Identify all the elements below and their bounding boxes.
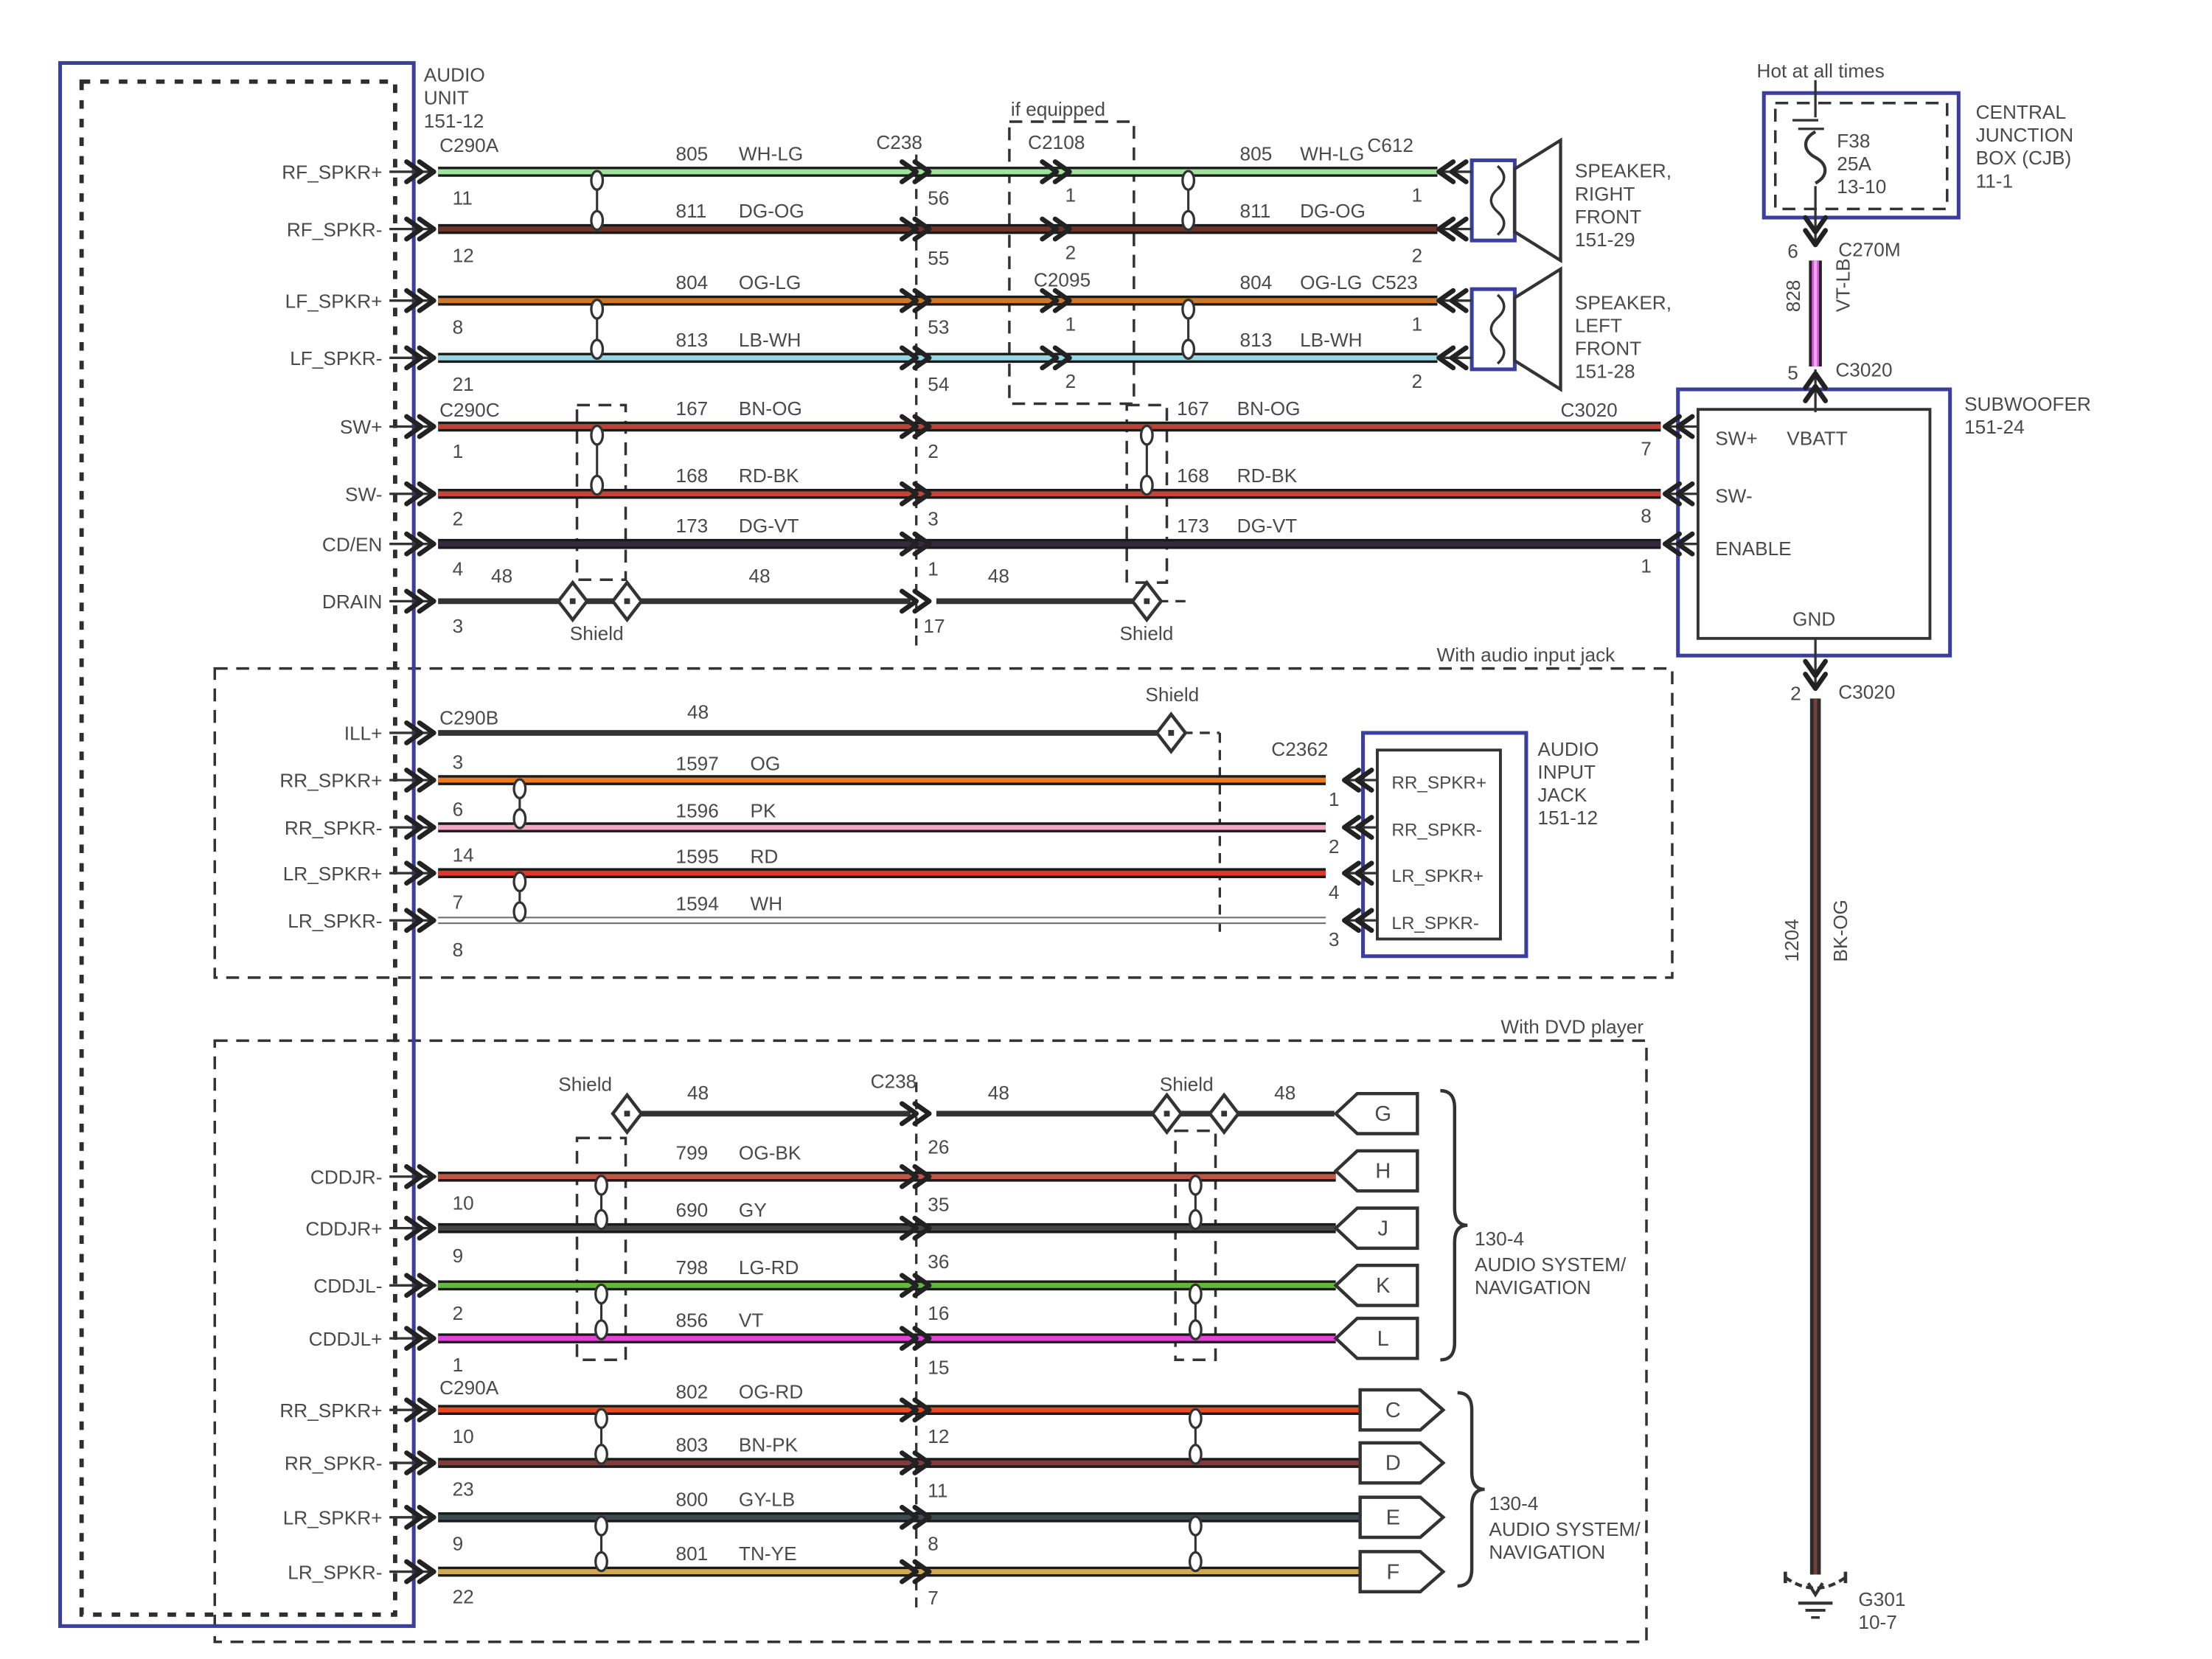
label-1: 1 [1411,313,1423,335]
label-shield: Shield [569,622,624,644]
label-7: 7 [452,891,464,914]
label-798: 798 [675,1256,709,1279]
speaker-coil-icon [1491,295,1503,364]
label-shield: Shield [558,1073,613,1096]
label-sw-: SW- [344,483,383,506]
label-48: 48 [687,1081,709,1104]
twisted-pair-loop-icon [591,340,603,358]
label-4: 4 [1328,881,1340,904]
label-ill+: ILL+ [344,722,383,745]
label-1: 1 [928,557,939,580]
label-10: 10 [452,1425,474,1447]
label-690: 690 [675,1199,709,1222]
label-3: 3 [928,507,939,530]
label-12: 12 [452,244,474,267]
label-bn-pk: BN-PK [738,1433,799,1456]
label-167: 167 [675,397,709,420]
label-804: 804 [675,271,709,294]
pin-terminal-label-D: D [1385,1451,1401,1475]
twisted-pair-loop-icon [596,1409,608,1427]
label-25a: 25A [1837,153,1871,175]
label-shield: Shield [1145,684,1200,706]
label-g301: G301 [1858,1588,1906,1611]
label-c290b: C290B [439,706,499,729]
label-1595: 1595 [675,845,719,868]
label-og-lg: OG-LG [738,271,801,294]
label-8: 8 [1641,504,1652,527]
twisted-pair-loop-icon [596,1284,608,1303]
label-54: 54 [928,372,950,395]
label-10: 10 [452,1192,474,1214]
label-lr-spkr-: LR_SPKR- [1391,913,1480,933]
label-lg-rd: LG-RD [738,1256,799,1279]
label-audio-system-: AUDIO SYSTEM/ [1489,1518,1641,1541]
label-801: 801 [675,1543,709,1565]
label-og-rd: OG-RD [738,1380,804,1403]
label-right: RIGHT [1574,182,1635,205]
label-drain: DRAIN [321,591,383,613]
label-48: 48 [748,565,771,588]
label-lr-spkr-: LR_SPKR- [288,1561,383,1584]
label-11: 11 [452,187,473,209]
label-10-7: 10-7 [1858,1611,1897,1634]
twisted-pair-loop-icon [1190,1409,1202,1427]
label-56: 56 [928,187,950,209]
twisted-pair-loop-icon [591,211,603,229]
label-hot-at-all-times: Hot at all times [1756,59,1885,82]
label-junction: JUNCTION [1975,124,2074,147]
label-rr-spkr-: RR_SPKR- [284,816,383,839]
label-rd-bk: RD-BK [738,465,799,487]
label-48: 48 [1274,1081,1296,1104]
label-tn-ye: TN-YE [738,1543,797,1565]
label-21: 21 [452,372,474,395]
pin-terminal-J [1336,1208,1418,1248]
label-bn-og: BN-OG [1237,397,1301,420]
label-173: 173 [675,515,709,538]
label-803: 803 [675,1433,709,1456]
label-og-bk: OG-BK [738,1141,801,1164]
speaker-left-frame [1472,289,1514,369]
label-48: 48 [987,1081,1009,1104]
pin-terminal-C [1360,1390,1444,1430]
label-pk: PK [750,799,776,822]
group-brace [1440,1091,1467,1360]
label-48: 48 [491,565,513,588]
label-box-cjb-: BOX (CJB) [1975,147,2072,170]
ground-icon [1808,1583,1822,1595]
label-rf-spkr-: RF_SPKR- [286,218,383,241]
label-wh: WH [750,892,783,915]
twisted-pair-loop-icon [596,1552,608,1571]
label-lb-wh: LB-WH [738,328,801,351]
twisted-pair-loop-icon [514,872,526,891]
label-2: 2 [1328,835,1340,858]
label-2: 2 [452,1301,464,1324]
label-lr-spkr+: LR_SPKR+ [1391,866,1484,886]
label-bn-og: BN-OG [738,397,802,420]
label-1596: 1596 [675,799,719,822]
pin-terminal-label-G: G [1374,1102,1392,1127]
label-c3020: C3020 [1838,681,1896,703]
label-c2108: C2108 [1028,131,1085,153]
label-3: 3 [452,751,464,773]
label-cddjl+: CDDJL+ [308,1327,383,1350]
twisted-pair-loop-icon [1141,426,1153,445]
label-35: 35 [928,1193,950,1216]
label-1: 1 [452,440,464,463]
label-lf-spkr-: LF_SPKR- [290,347,383,370]
label-811: 811 [1239,200,1271,223]
twisted-pair-loop-icon [596,1445,608,1464]
pin-terminal-E [1360,1498,1444,1537]
label-speaker-: SPEAKER, [1574,291,1672,314]
group-brace [1458,1393,1485,1586]
label-151-24: 151-24 [1964,416,2025,439]
ground-icon [1785,1577,1846,1588]
label-2: 2 [1411,370,1423,393]
label-1: 1 [1328,787,1340,810]
label-audio-system-: AUDIO SYSTEM/ [1475,1253,1627,1276]
label-805: 805 [675,142,709,165]
label-151-12: 151-12 [1537,807,1599,830]
label-828: 828 [1781,279,1804,313]
label-with-audio-input-jack: With audio input jack [1436,643,1615,666]
pin-terminal-D [1360,1443,1444,1483]
label-speaker-: SPEAKER, [1574,159,1672,182]
label-c290a: C290A [439,133,499,156]
label-c238: C238 [870,1070,917,1093]
label-800: 800 [675,1488,709,1511]
pin-terminal-label-F: F [1386,1560,1400,1585]
label-48: 48 [687,700,709,723]
twisted-pair-loop-icon [591,171,603,189]
label-167: 167 [1177,397,1209,420]
label-151-12: 151-12 [423,109,484,132]
twisted-pair-loop-icon [596,1321,608,1339]
label-2: 2 [1065,370,1077,393]
label-cddjl-: CDDJL- [313,1275,383,1298]
label-11-1: 11-1 [1975,170,2014,192]
label-17: 17 [923,615,945,638]
twisted-pair-loop-icon [1190,1517,1202,1535]
label-rr-spkr+: RR_SPKR+ [279,1399,383,1422]
twisted-pair-loop-icon [1183,340,1194,358]
twisted-pair-loop-icon [514,779,526,798]
shield-diamond-dot [1168,730,1174,736]
label-802: 802 [675,1380,709,1403]
label-if-equipped: if equipped [1010,98,1106,121]
label-lr-spkr-: LR_SPKR- [288,909,383,932]
label-1: 1 [1641,554,1652,577]
label-rd-bk: RD-BK [1237,465,1298,487]
label-audio: AUDIO [1537,738,1599,761]
twisted-pair-loop-icon [596,1210,608,1228]
label-6: 6 [452,798,464,821]
label-13-10: 13-10 [1837,175,1887,198]
label-1: 1 [1065,184,1077,206]
label-3: 3 [452,615,464,638]
label-vbatt: VBATT [1787,427,1848,450]
label-shield: Shield [1119,622,1174,644]
label-53: 53 [928,316,950,338]
twisted-pair-loop-icon [596,1176,608,1194]
label-rr-spkr-: RR_SPKR- [1391,820,1483,841]
label-cddjr+: CDDJR+ [305,1217,383,1240]
twisted-pair-loop-icon [514,902,526,921]
twisted-pair-loop-icon [514,810,526,828]
shield-diamond-dot [1144,598,1150,604]
label-813: 813 [1239,328,1273,351]
label-wh-lg: WH-LG [738,142,804,165]
label-rr-spkr+: RR_SPKR+ [1391,773,1487,793]
label-left: LEFT [1574,314,1622,337]
label-wh-lg: WH-LG [1300,142,1365,165]
twisted-pair-loop-icon [1183,171,1194,189]
label-1204: 1204 [1780,919,1803,962]
label-c2095: C2095 [1033,268,1091,291]
label-dg-vt: DG-VT [738,515,799,538]
label-811: 811 [675,200,707,223]
label-11: 11 [928,1479,948,1502]
shield-diamond-dot [1221,1110,1227,1116]
pin-terminal-label-L: L [1377,1326,1389,1351]
label-gy-lb: GY-LB [738,1488,796,1511]
label-12: 12 [928,1425,950,1447]
label-48: 48 [987,565,1009,588]
label-og: OG [750,752,781,775]
label-856: 856 [675,1309,709,1332]
label-23: 23 [452,1478,474,1500]
label-168: 168 [675,465,709,487]
speaker-right-frame [1472,160,1514,240]
label-lf-spkr+: LF_SPKR+ [285,290,383,313]
label-vt-lb: VT-LB [1832,258,1854,313]
label-dg-og: DG-OG [738,200,804,223]
label-5: 5 [1787,361,1798,384]
label-1594: 1594 [675,892,719,915]
label-2: 2 [452,507,464,530]
label-enable: ENABLE [1715,538,1792,560]
label-dg-vt: DG-VT [1237,515,1298,538]
label-c2362: C2362 [1271,738,1329,761]
label-14: 14 [452,844,474,866]
label-805: 805 [1239,142,1273,165]
twisted-pair-loop-icon [1190,1552,1202,1571]
label-central: CENTRAL [1975,101,2066,124]
label-cd-en: CD/EN [321,533,383,556]
label-cddjr-: CDDJR- [310,1166,383,1189]
label-audio: AUDIO [423,63,485,86]
label-c290c: C290C [439,398,500,421]
pin-terminal-label-C: C [1385,1398,1401,1422]
label-c290a: C290A [439,1376,499,1399]
label-3: 3 [1328,928,1340,951]
twisted-pair-loop-icon [1190,1445,1202,1464]
label-bk-og: BK-OG [1829,900,1851,962]
label-rf-spkr+: RF_SPKR+ [282,161,383,184]
label-dg-og: DG-OG [1300,200,1366,223]
label-1: 1 [1411,184,1423,206]
twisted-pair-loop-icon [1190,1210,1202,1228]
twisted-pair-loop-icon [591,300,603,319]
pin-terminal-label-K: K [1376,1274,1391,1298]
label-2: 2 [928,440,939,463]
label-rr-spkr-: RR_SPKR- [284,1452,383,1475]
label-unit: UNIT [423,86,469,109]
label-799: 799 [675,1141,709,1164]
label-lr-spkr+: LR_SPKR+ [282,862,383,885]
label-130-4: 130-4 [1475,1227,1525,1250]
label-6: 6 [1787,240,1798,262]
label-sw-: SW- [1715,484,1753,507]
twisted-pair-loop-icon [596,1517,608,1535]
twisted-pair-loop-icon [591,426,603,445]
label-lr-spkr+: LR_SPKR+ [282,1506,383,1529]
label-16: 16 [928,1301,950,1324]
twisted-pair-loop-icon [1190,1176,1202,1194]
label-26: 26 [928,1135,950,1158]
label-7: 7 [928,1587,939,1610]
label-c3020: C3020 [1835,358,1893,381]
label-navigation: NAVIGATION [1489,1541,1606,1564]
shield-diamond-dot [570,598,576,604]
twisted-pair-loop-icon [591,476,603,494]
twisted-pair-loop-icon [1183,211,1194,229]
label-jack: JACK [1537,784,1587,807]
label-with-dvd-player: With DVD player [1500,1015,1644,1038]
label-1597: 1597 [675,752,719,775]
label-c3020: C3020 [1560,398,1618,421]
label-2: 2 [1790,682,1801,705]
label-7: 7 [1641,437,1652,460]
shield-diamond-dot [625,598,630,604]
label-navigation: NAVIGATION [1475,1276,1591,1298]
pin-terminal-label-H: H [1375,1159,1391,1183]
twisted-pair-loop-icon [1190,1321,1202,1339]
label-9: 9 [452,1532,464,1555]
label-813: 813 [675,328,709,351]
label-c270m: C270M [1838,238,1901,261]
twisted-pair-loop-icon [1190,1284,1202,1303]
speaker-cone-icon [1514,269,1560,389]
label-151-28: 151-28 [1574,360,1635,383]
label-168: 168 [1177,465,1209,487]
label-22: 22 [452,1585,474,1608]
label-rd: RD [750,845,779,868]
label-gnd: GND [1792,608,1836,630]
label-2: 2 [1411,244,1423,267]
label-173: 173 [1177,515,1209,538]
label-130-4: 130-4 [1489,1492,1539,1515]
label-front: FRONT [1574,337,1642,360]
label-151-29: 151-29 [1574,228,1635,251]
label-subwoofer: SUBWOOFER [1964,393,2091,416]
label-c238: C238 [876,131,923,153]
speaker-cone-icon [1514,140,1560,260]
label-og-lg: OG-LG [1300,271,1363,294]
twisted-pair-loop-icon [1141,476,1153,494]
label-4: 4 [452,557,464,580]
label-2: 2 [1065,241,1077,264]
speaker-coil-icon [1491,166,1503,234]
label-9: 9 [452,1245,464,1267]
label-1: 1 [1065,313,1077,335]
pin-terminal-label-J: J [1377,1217,1389,1241]
fuse-icon [1806,132,1825,184]
label-36: 36 [928,1251,950,1273]
label-c612: C612 [1367,133,1414,156]
label-1: 1 [452,1353,464,1376]
label-vt: VT [738,1309,764,1332]
pin-terminal-label-E: E [1385,1506,1401,1530]
label-lb-wh: LB-WH [1300,328,1363,351]
label-input: INPUT [1537,761,1596,784]
label-f38: F38 [1837,129,1871,152]
label-8: 8 [928,1532,939,1555]
shield-diamond-dot [625,1110,630,1116]
pin-terminal-F [1360,1551,1444,1591]
label-shield: Shield [1159,1073,1214,1096]
label-front: FRONT [1574,205,1642,228]
label-8: 8 [452,938,464,961]
label-sw+: SW+ [1715,427,1758,450]
label-gy: GY [738,1199,767,1222]
label-sw+: SW+ [339,416,383,439]
label-c523: C523 [1371,271,1418,294]
label-55: 55 [928,247,950,270]
label-15: 15 [928,1356,950,1379]
label-rr-spkr+: RR_SPKR+ [279,769,383,792]
twisted-pair-loop-icon [1183,300,1194,319]
label-8: 8 [452,316,464,338]
label-804: 804 [1239,271,1273,294]
shield-diamond-dot [1164,1110,1170,1116]
